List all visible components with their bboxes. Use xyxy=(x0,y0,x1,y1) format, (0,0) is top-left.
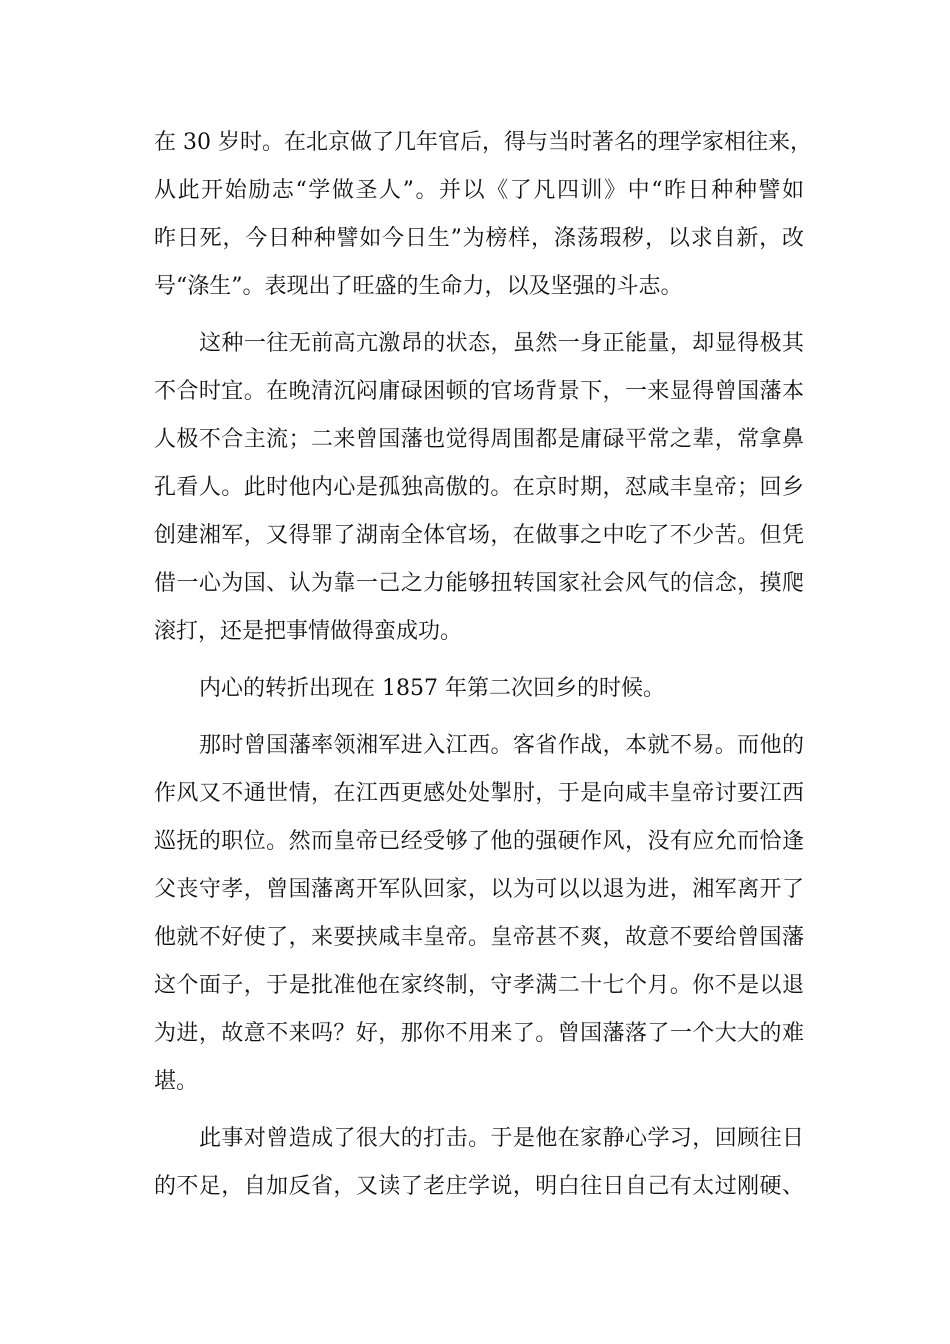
text-line: 孔看人。此时他内心是孤独高傲的。在京时期，怼咸丰皇帝；回乡 xyxy=(154,475,804,500)
text-line: 人极不合主流；二来曾国藩也觉得周围都是庸碌平常之辈，常拿鼻 xyxy=(154,427,804,452)
body-text xyxy=(154,119,812,1211)
text-line: 借一心为国、认为靠一己之力能够扭转国家社会风气的信念，摸爬 xyxy=(154,571,804,596)
text-line: 此事对曾造成了很大的打击。于是他在家静心学习，回顾往日 xyxy=(199,1126,804,1151)
text-line: 那时曾国藩率领湘军进入江西。客省作战，本就不易。而他的 xyxy=(199,733,804,758)
text-line: 在 30 岁时。在北京做了几年官后，得与当时著名的理学家相往来， xyxy=(154,130,812,155)
text-line: 为进，故意不来吗？好，那你不用来了。曾国藩落了一个大大的难 xyxy=(154,1021,804,1046)
text-line: 号“涤生”。表现出了旺盛的生命力，以及坚强的斗志。 xyxy=(154,274,683,299)
text-line: 父丧守孝，曾国藩离开军队回家，以为可以以退为进，湘军离开了 xyxy=(154,877,804,902)
text-line: 内心的转折出现在 1857 年第二次回乡的时候。 xyxy=(199,676,665,701)
text-line: 他就不好使了，来要挟咸丰皇帝。皇帝甚不爽，故意不要给曾国藩 xyxy=(154,925,804,950)
text-line: 这个面子，于是批准他在家终制，守孝满二十七个月。你不是以退 xyxy=(154,973,804,998)
text-line: 昨日死，今日种种譬如今日生”为榜样，涤荡瑕秽，以求自新，改 xyxy=(154,226,804,251)
text-line: 滚打，还是把事情做得蛮成功。 xyxy=(154,619,463,644)
text-line: 创建湘军，又得罪了湖南全体官场，在做事之中吃了不少苦。但凭 xyxy=(154,523,804,548)
text-line: 这种一往无前高亢激昂的状态，虽然一身正能量，却显得极其 xyxy=(199,331,804,356)
text-line: 从此开始励志“学做圣人”。并以《了凡四训》中“昨日种种譬如 xyxy=(154,178,804,203)
text-line: 作风又不通世情，在江西更感处处掣肘，于是向咸丰皇帝讨要江西 xyxy=(154,781,804,806)
text-line: 不合时宜。在晚清沉闷庸碌困顿的官场背景下，一来显得曾国藩本 xyxy=(154,379,804,404)
text-line: 堪。 xyxy=(154,1069,199,1094)
text-line: 的不足，自加反省，又读了老庄学说，明白往日自己有太过刚硬、 xyxy=(154,1174,804,1199)
text-line: 巡抚的职位。然而皇帝已经受够了他的强硬作风，没有应允而恰逢 xyxy=(154,829,804,854)
